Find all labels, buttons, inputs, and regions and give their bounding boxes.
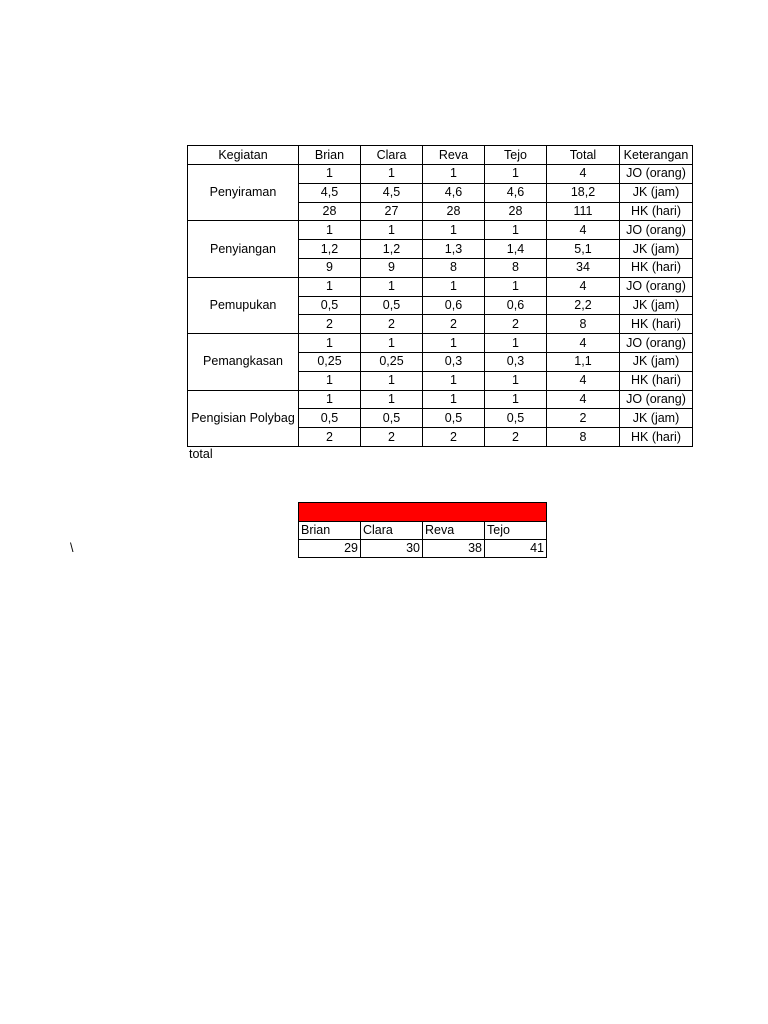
summary-name-cell: Clara: [361, 522, 423, 540]
value-cell: 1: [299, 371, 361, 390]
value-cell: 1: [361, 165, 423, 184]
value-cell: 0,5: [361, 296, 423, 315]
summary-names-row: [299, 522, 547, 540]
total-cell: 8: [547, 315, 620, 334]
total-cell: 4: [547, 221, 620, 240]
header-cell: Keterangan: [620, 146, 693, 165]
value-cell: 0,25: [299, 352, 361, 371]
value-cell: 1: [361, 277, 423, 296]
value-cell: 2: [485, 428, 547, 447]
header-cell: Reva: [423, 146, 485, 165]
unit-cell: JO (orang): [620, 165, 693, 184]
value-cell: 28: [423, 202, 485, 221]
value-cell: 1: [299, 390, 361, 409]
unit-cell: HK (hari): [620, 202, 693, 221]
header-cell: Total: [547, 146, 620, 165]
summary-value-cell: 38: [423, 540, 485, 558]
table-header-row: [188, 146, 693, 165]
total-cell: 1,1: [547, 352, 620, 371]
value-cell: 4,6: [423, 183, 485, 202]
unit-cell: JO (orang): [620, 390, 693, 409]
summary-table: [298, 502, 547, 558]
total-cell: 2: [547, 409, 620, 428]
value-cell: 1,4: [485, 240, 547, 259]
value-cell: 0,5: [423, 409, 485, 428]
value-cell: 1: [361, 390, 423, 409]
value-cell: 1: [299, 334, 361, 353]
total-cell: 4: [547, 371, 620, 390]
value-cell: 1: [423, 165, 485, 184]
unit-cell: JO (orang): [620, 334, 693, 353]
activity-cell: Penyiraman: [188, 165, 299, 221]
value-cell: 1: [299, 165, 361, 184]
header-cell: Brian: [299, 146, 361, 165]
value-cell: 0,3: [485, 352, 547, 371]
value-cell: 0,25: [361, 352, 423, 371]
summary-value-cell: 29: [299, 540, 361, 558]
value-cell: 27: [361, 202, 423, 221]
table-body: [188, 165, 693, 447]
value-cell: 1: [423, 390, 485, 409]
header-cell: Kegiatan: [188, 146, 299, 165]
total-cell: 34: [547, 258, 620, 277]
unit-cell: JK (jam): [620, 296, 693, 315]
unit-cell: JK (jam): [620, 240, 693, 259]
value-cell: 1: [423, 371, 485, 390]
table-row: [188, 334, 693, 353]
summary-name-cell: Reva: [423, 522, 485, 540]
total-label: total: [189, 447, 213, 461]
value-cell: 0,5: [485, 409, 547, 428]
total-cell: 8: [547, 428, 620, 447]
value-cell: 1: [361, 371, 423, 390]
value-cell: 0,5: [361, 409, 423, 428]
unit-cell: HK (hari): [620, 315, 693, 334]
value-cell: 9: [361, 258, 423, 277]
unit-cell: HK (hari): [620, 258, 693, 277]
value-cell: 1: [485, 334, 547, 353]
value-cell: 1,2: [299, 240, 361, 259]
total-cell: 2,2: [547, 296, 620, 315]
value-cell: 1: [485, 277, 547, 296]
value-cell: 1: [361, 221, 423, 240]
summary-value-cell: 41: [485, 540, 547, 558]
summary-values-row: [299, 540, 547, 558]
total-cell: 4: [547, 277, 620, 296]
total-cell: 4: [547, 334, 620, 353]
value-cell: 2: [299, 428, 361, 447]
summary-value-cell: 30: [361, 540, 423, 558]
summary-header-row: [299, 503, 547, 522]
value-cell: 1: [361, 334, 423, 353]
table-row: [188, 221, 693, 240]
total-cell: 111: [547, 202, 620, 221]
activity-cell: Penyiangan: [188, 221, 299, 277]
value-cell: 1,3: [423, 240, 485, 259]
total-cell: 4: [547, 165, 620, 184]
value-cell: 8: [423, 258, 485, 277]
value-cell: 2: [361, 428, 423, 447]
value-cell: 0,5: [299, 409, 361, 428]
table-row: [188, 165, 693, 184]
header-cell: Tejo: [485, 146, 547, 165]
value-cell: 1: [485, 221, 547, 240]
value-cell: 1: [423, 334, 485, 353]
value-cell: 28: [485, 202, 547, 221]
unit-cell: JK (jam): [620, 352, 693, 371]
unit-cell: JO (orang): [620, 221, 693, 240]
value-cell: 1: [485, 371, 547, 390]
total-cell: 18,2: [547, 183, 620, 202]
header-cell: Clara: [361, 146, 423, 165]
value-cell: 2: [423, 315, 485, 334]
backslash-text: \: [70, 541, 74, 555]
value-cell: 4,5: [299, 183, 361, 202]
value-cell: 2: [299, 315, 361, 334]
value-cell: 0,5: [299, 296, 361, 315]
unit-cell: JK (jam): [620, 183, 693, 202]
value-cell: 4,5: [361, 183, 423, 202]
value-cell: 2: [361, 315, 423, 334]
summary-name-cell: Tejo: [485, 522, 547, 540]
summary-name-cell: Brian: [299, 522, 361, 540]
total-cell: 5,1: [547, 240, 620, 259]
activity-cell: Pengisian Polybag: [188, 390, 299, 446]
value-cell: 1: [485, 165, 547, 184]
activity-table: [187, 145, 693, 447]
value-cell: 28: [299, 202, 361, 221]
unit-cell: JO (orang): [620, 277, 693, 296]
value-cell: 0,6: [485, 296, 547, 315]
table-row: [188, 390, 693, 409]
value-cell: 2: [423, 428, 485, 447]
activity-cell: Pemupukan: [188, 277, 299, 333]
value-cell: 9: [299, 258, 361, 277]
value-cell: 8: [485, 258, 547, 277]
total-cell: 4: [547, 390, 620, 409]
value-cell: 1: [423, 221, 485, 240]
activity-cell: Pemangkasan: [188, 334, 299, 390]
value-cell: 1: [485, 390, 547, 409]
value-cell: 2: [485, 315, 547, 334]
unit-cell: HK (hari): [620, 428, 693, 447]
value-cell: 1: [299, 277, 361, 296]
value-cell: 0,6: [423, 296, 485, 315]
unit-cell: HK (hari): [620, 371, 693, 390]
unit-cell: JK (jam): [620, 409, 693, 428]
value-cell: 1: [423, 277, 485, 296]
value-cell: 0,3: [423, 352, 485, 371]
table-row: [188, 277, 693, 296]
red-header-bar: [299, 503, 547, 522]
value-cell: 4,6: [485, 183, 547, 202]
value-cell: 1,2: [361, 240, 423, 259]
value-cell: 1: [299, 221, 361, 240]
